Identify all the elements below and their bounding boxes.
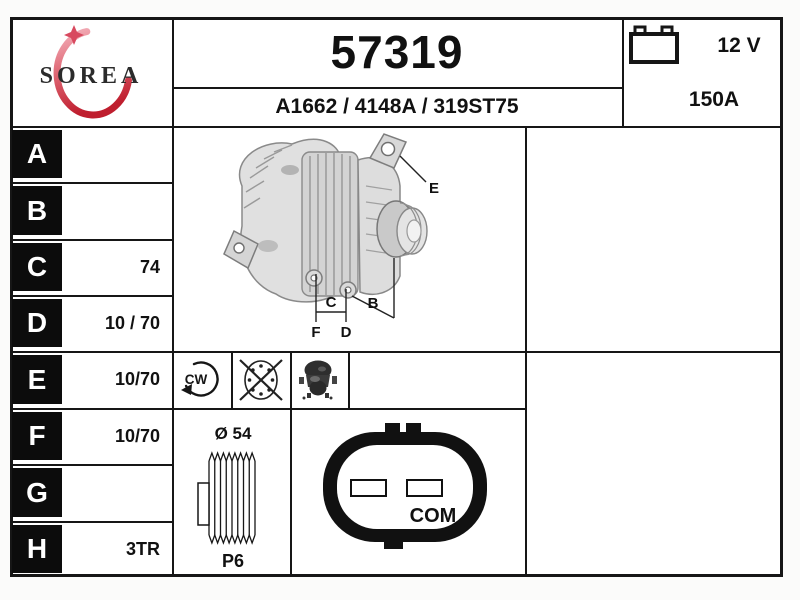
- voltage-label: 12 V: [717, 34, 761, 57]
- pulley-icon: [198, 453, 255, 543]
- shading: [258, 240, 278, 252]
- sorea-logo-icon: [16, 21, 166, 123]
- spec-letter: E: [12, 355, 62, 404]
- grid-line: [231, 351, 233, 408]
- rotation-direction-label: CW: [184, 372, 208, 387]
- spec-value: 74: [139, 256, 160, 277]
- spec-value: 3TR: [125, 538, 160, 559]
- spec-letter: D: [12, 299, 62, 347]
- pulley-hub: [407, 220, 421, 242]
- connector-com-label: COM: [409, 505, 457, 527]
- spec-value: 10 / 70: [104, 312, 160, 333]
- grid-line: [525, 126, 527, 577]
- label-f: F: [311, 324, 321, 341]
- amperage-label: 150A: [688, 88, 740, 111]
- connector-pin-slot: [407, 480, 442, 496]
- spec-value: 10/70: [114, 425, 160, 446]
- pulley-cell: [172, 408, 290, 582]
- spec-letter: H: [12, 525, 62, 573]
- pulley-diameter-label: Ø 54: [214, 424, 252, 443]
- pulley-type-label: P6: [221, 551, 245, 571]
- label-b: B: [367, 295, 379, 312]
- foot-hole: [234, 243, 244, 253]
- logo-text: SOREA: [39, 62, 143, 89]
- spec-value: [62, 182, 170, 239]
- brand-logo: [12, 19, 170, 124]
- alternator-photo: [172, 126, 525, 356]
- shading: [281, 165, 299, 175]
- spec-letter: C: [12, 243, 62, 291]
- spec-letter: F: [12, 412, 62, 460]
- spec-letter: B: [12, 186, 62, 235]
- connector-pin-slot: [351, 480, 386, 496]
- label-d: D: [340, 324, 352, 341]
- rotation-direction-icon: [176, 355, 226, 410]
- grid-line: [348, 351, 350, 408]
- top-lug-hole: [382, 143, 395, 156]
- battery-icon: [628, 23, 680, 70]
- spec-value: [62, 126, 170, 182]
- spec-value: 10/70: [114, 369, 160, 389]
- part-number: 57319: [330, 26, 464, 78]
- spec-letter: A: [12, 130, 62, 178]
- label-e: E: [428, 180, 440, 197]
- reference-numbers: A1662 / 4148A / 319ST75: [275, 94, 519, 118]
- spec-value: [62, 464, 170, 521]
- alternator-thumbnail-icon: [298, 357, 338, 408]
- no-clock-icon: [236, 355, 286, 410]
- grid-line: [622, 17, 624, 126]
- connector-diagram: [290, 408, 525, 582]
- label-c: C: [325, 294, 337, 311]
- spec-letter: G: [12, 468, 62, 517]
